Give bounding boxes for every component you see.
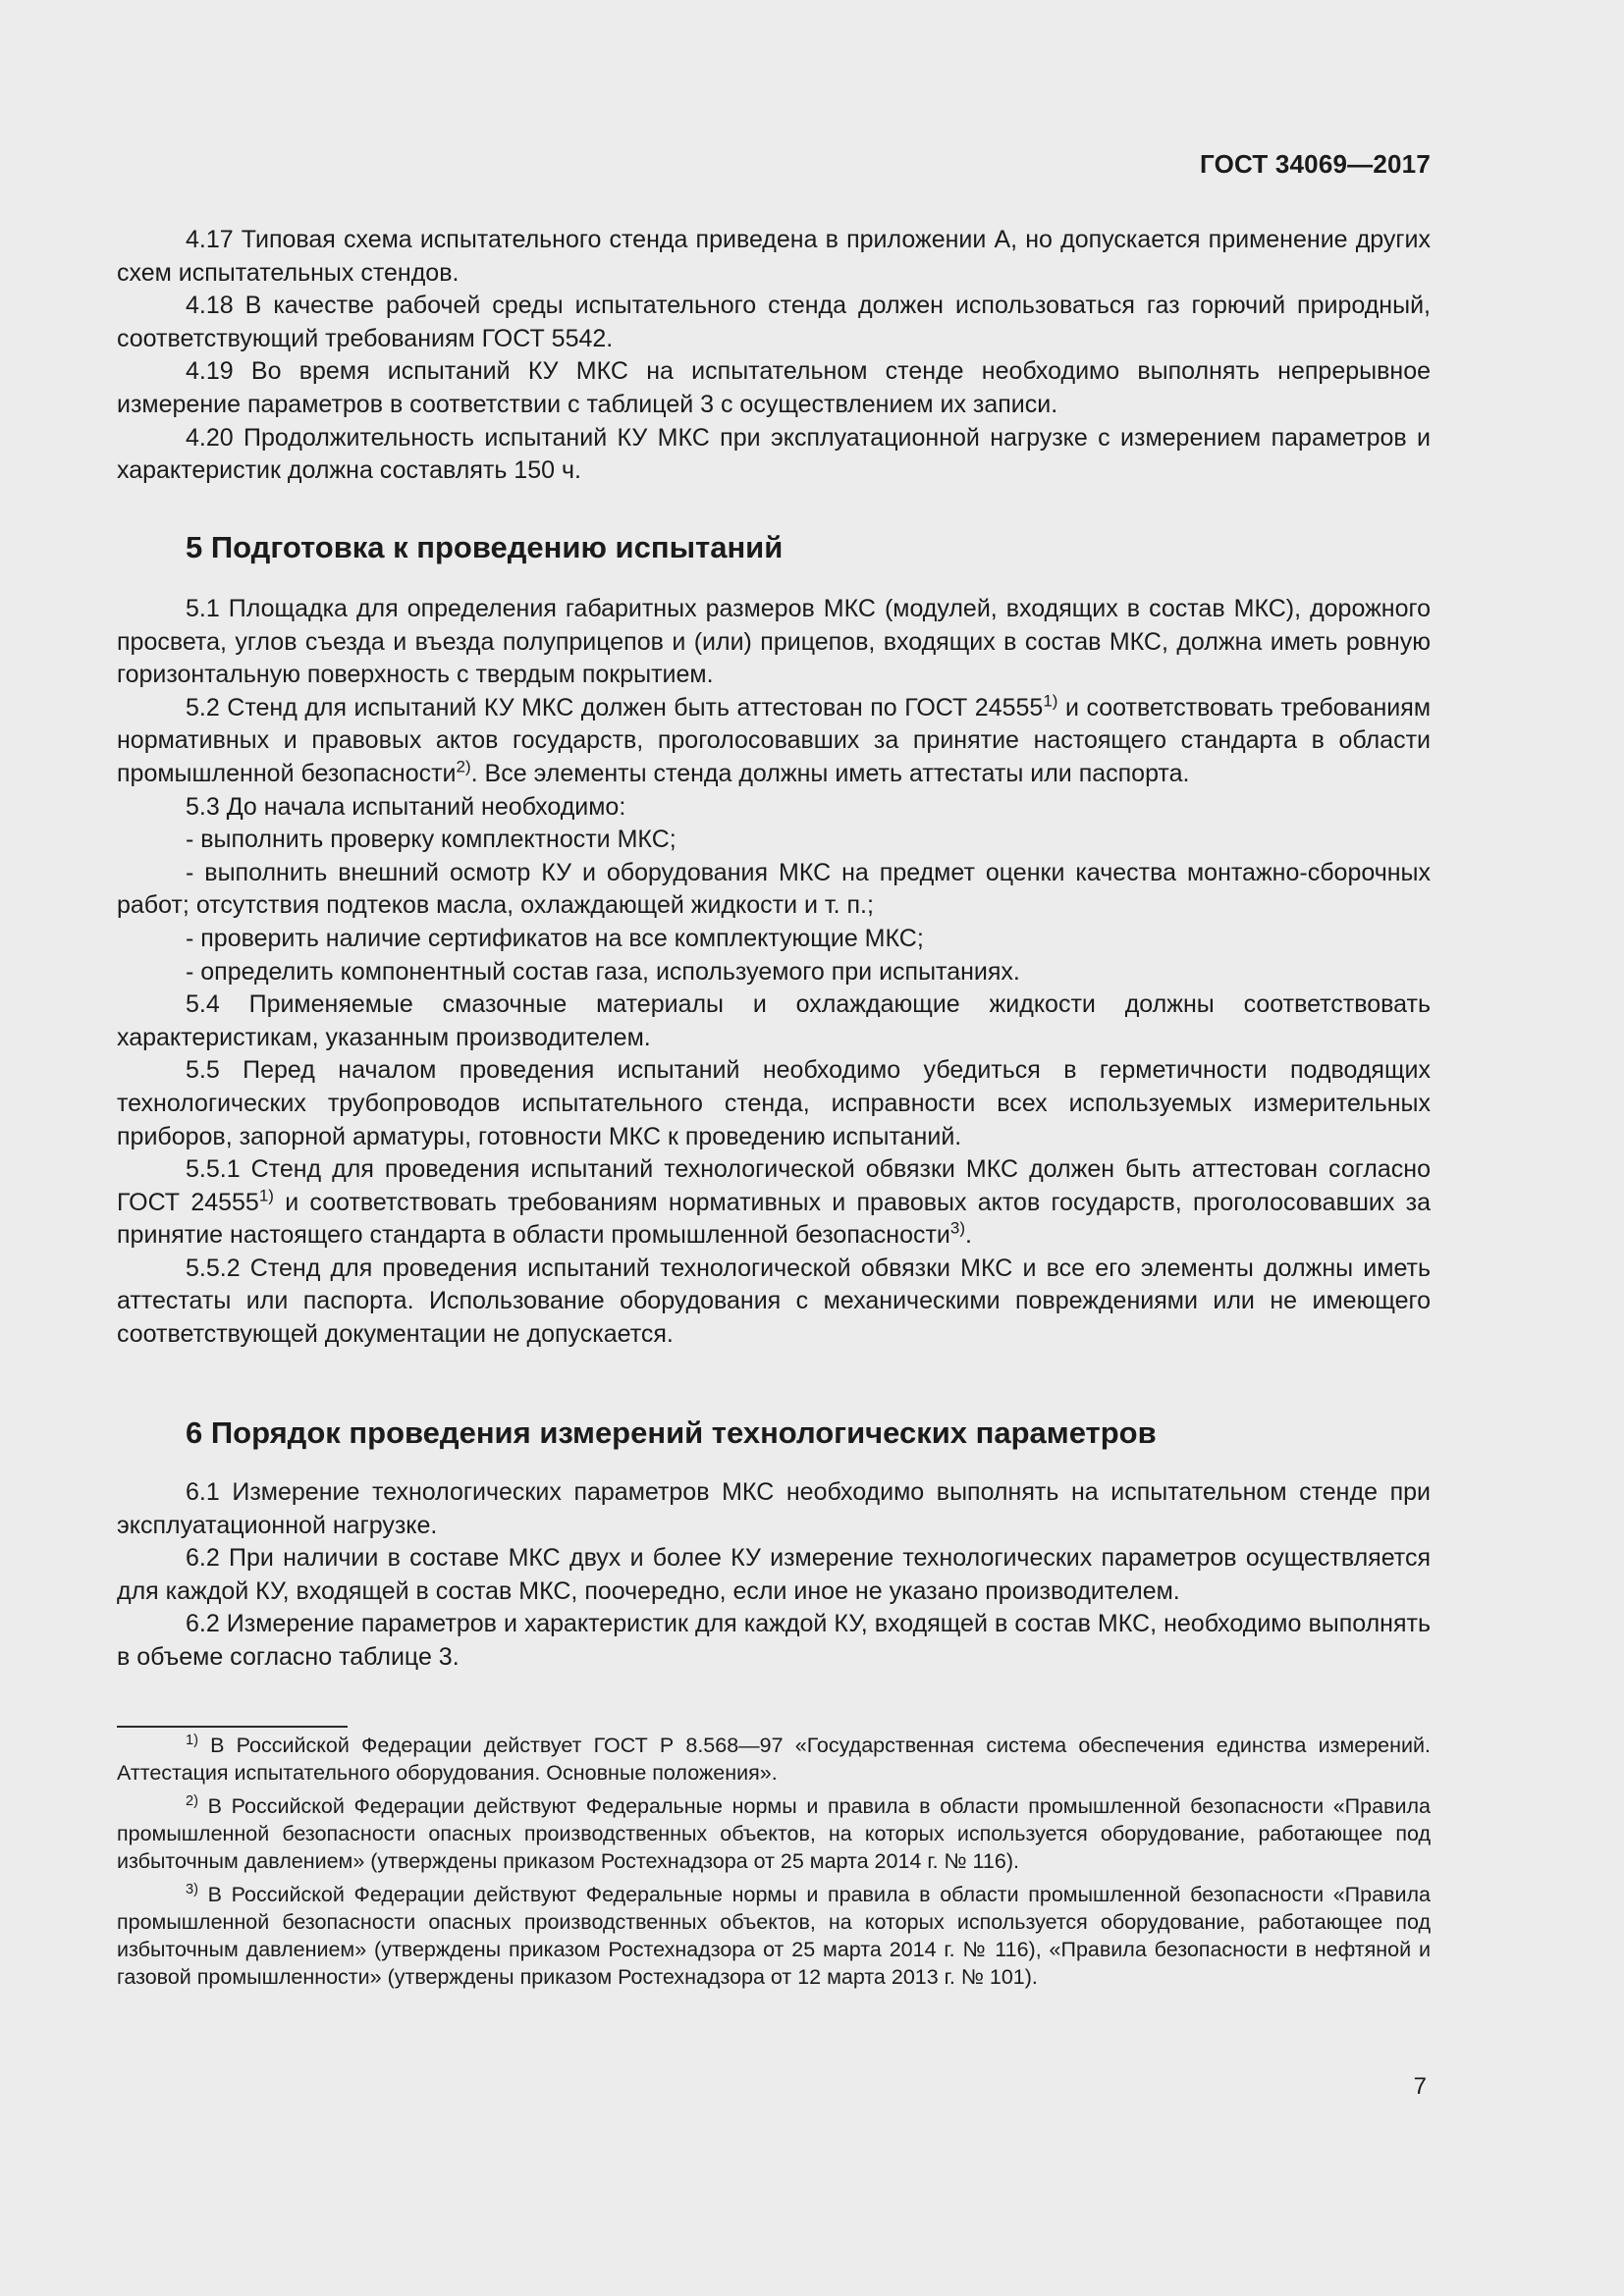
footnote-mark-2: 2) (186, 1792, 198, 1809)
footnote-ref-2[interactable]: 2) (456, 757, 471, 776)
clause-5-5-1 (117, 1153, 1431, 1253)
clause-5-2-text-a: 5.2 Стенд для испытаний КУ МКС должен быть аттестован по ГОСТ 24555 (186, 693, 1044, 721)
list-item-check-certificates: - проверить наличие сертификатов на все комплектующие МКС; (186, 924, 924, 952)
footnote-mark-1: 1) (186, 1732, 198, 1748)
footnote-divider (117, 1726, 348, 1728)
clause-5-5-2: 5.5.2 Стенд для проведения испытаний технологической обвязки МКС и все его элементы должны иметь аттестаты или паспорта. Использование оборудования с механическими повреждениями или не имеющего соответствующей документации не допускается. (117, 1254, 1431, 1349)
clause-5-2-text-b: и соответствовать требованиям нормативных и правовых актов государств, проголосовавших за принятие настоящего стандарта в области промышленной безопасности (117, 693, 1432, 787)
footnotes (117, 1732, 1431, 1997)
clause-4-18: 4.18 В качестве рабочей среды испытательного стенда должен использоваться газ горючий природный, соответствующий требованиям ГОСТ 5542. (117, 292, 1431, 352)
list-item-gas-composition: - определить компонентный состав газа, используемого при испытаниях. (186, 957, 1020, 986)
clause-6-2-repeat: 6.2 Измерение параметров и характеристик для каждой КУ, входящей в состав МКС, необходимо выполнять в объеме согласно таблице 3. (117, 1610, 1431, 1671)
clause-4-20: 4.20 Продолжительность испытаний КУ МКС при эксплуатационной нагрузке с измерением параметров и характеристик должна составлять 150 ч. (117, 423, 1431, 485)
clauses-4-17-to-4-20 (117, 224, 1431, 488)
list-item-visual-inspection: - выполнить внешний осмотр КУ и оборудования МКС на предмет оценки качества монтажно-сборочных работ; отсутствия подтеков масла, охлаждающей жидкости и т. п.; (117, 858, 1431, 920)
clause-4-19: 4.19 Во время испытаний КУ МКС на испытательном стенде необходимо выполнять непрерывное измерение параметров в соответствии с таблицей 3 с осуществлением их записи. (117, 357, 1431, 418)
clause-6-2: 6.2 При наличии в составе МКС двух и более КУ измерение технологических параметров осуществляется для каждой КУ, входящей в состав МКС, поочередно, если иное не указано производителем. (117, 1544, 1431, 1605)
section-5-body (117, 593, 1431, 1352)
footnote-3-text: В Российской Федерации действуют Федеральные нормы и правила в области промышленной безопасности «Правила промышленной безопасности опасных производственных объектов, на которых используется оборудование, работающее под избыточным давлением» (утверждены приказом Ростехнадзора от 25 марта 2014 г. № 116), «Правила безопасности в нефтяной и газовой промышленности» (утверждены приказом Ростехнадзора от 12 марта 2013 г. № 101). (117, 1883, 1431, 1989)
clause-5-5-1-text-c: . (965, 1221, 972, 1250)
footnote-2-text: В Российской Федерации действуют Федеральные нормы и правила в области промышленной безопасности «Правила промышленной безопасности опасных производственных объектов, на которых используется оборудование, работающее под избыточным давлением» (утверждены приказом Ростехнадзора от 25 марта 2014 г. № 116). (117, 1794, 1431, 1873)
clause-5-2-text-c: . Все элементы стенда должны иметь аттестаты или паспорта. (470, 759, 1190, 787)
clause-5-5-1-text-a: 5.5.1 Стенд для проведения испытаний технологической обвязки МКС должен быть аттестован согласно ГОСТ 24555 (117, 1155, 1431, 1216)
clause-5-5: 5.5 Перед началом проведения испытаний необходимо убедиться в герметичности подводящих технологических трубопроводов испытательного стенда, исправности всех используемых измерительных приборов, запорной арматуры, готовности МКС к проведению испытаний. (117, 1056, 1431, 1150)
list-item-check-completeness: - выполнить проверку комплектности МКС; (186, 826, 677, 854)
footnote-mark-3: 3) (186, 1881, 198, 1897)
document-code-header: ГОСТ 34069—2017 (1200, 149, 1431, 179)
section-6-body (117, 1476, 1431, 1675)
footnote-ref-1[interactable]: 1) (1043, 691, 1058, 711)
footnote-ref-1[interactable]: 1) (258, 1186, 274, 1205)
footnote-2 (117, 1792, 1431, 1875)
document-page (117, 0, 1431, 2296)
clause-5-4: 5.4 Применяемые смазочные материалы и охлаждающие жидкости должны соответствовать характеристикам, указанным производителем. (117, 990, 1431, 1051)
footnote-ref-3[interactable]: 3) (949, 1218, 966, 1238)
footnote-3 (117, 1881, 1431, 1991)
section-5-heading: 5 Подготовка к проведению испытаний (186, 530, 784, 564)
footnote-1 (117, 1732, 1431, 1787)
clause-5-3: 5.3 До начала испытаний необходимо: (186, 792, 626, 821)
footnote-1-text: В Российской Федерации действует ГОСТ Р 8.568—97 «Государственная система обеспечения единства измерений. Аттестация испытательного оборудования. Основные положения». (117, 1734, 1431, 1785)
clause-5-5-1-text-b: и соответствовать требованиям нормативных и правовых актов государств, проголосовавших за принятие настоящего стандарта в области промышленной безопасности (117, 1188, 1431, 1250)
section-6-heading: 6 Порядок проведения измерений технологических параметров (186, 1415, 1157, 1450)
clause-5-1: 5.1 Площадка для определения габаритных размеров МКС (модулей, входящих в состав МКС), дорожного просвета, углов съезда и въезда полуприцепов и (или) прицепов, входящих в состав МКС, должна иметь ровную горизонтальную поверхность с твердым покрытием. (117, 595, 1431, 689)
page-number: 7 (1413, 2073, 1427, 2100)
clause-4-17: 4.17 Типовая схема испытательного стенда приведена в приложении А, но допускается применение других схем испытательных стендов. (117, 226, 1431, 287)
clause-6-1: 6.1 Измерение технологических параметров МКС необходимо выполнять на испытательном стенде при эксплуатационной нагрузке. (117, 1478, 1431, 1539)
clause-5-2 (117, 692, 1431, 791)
